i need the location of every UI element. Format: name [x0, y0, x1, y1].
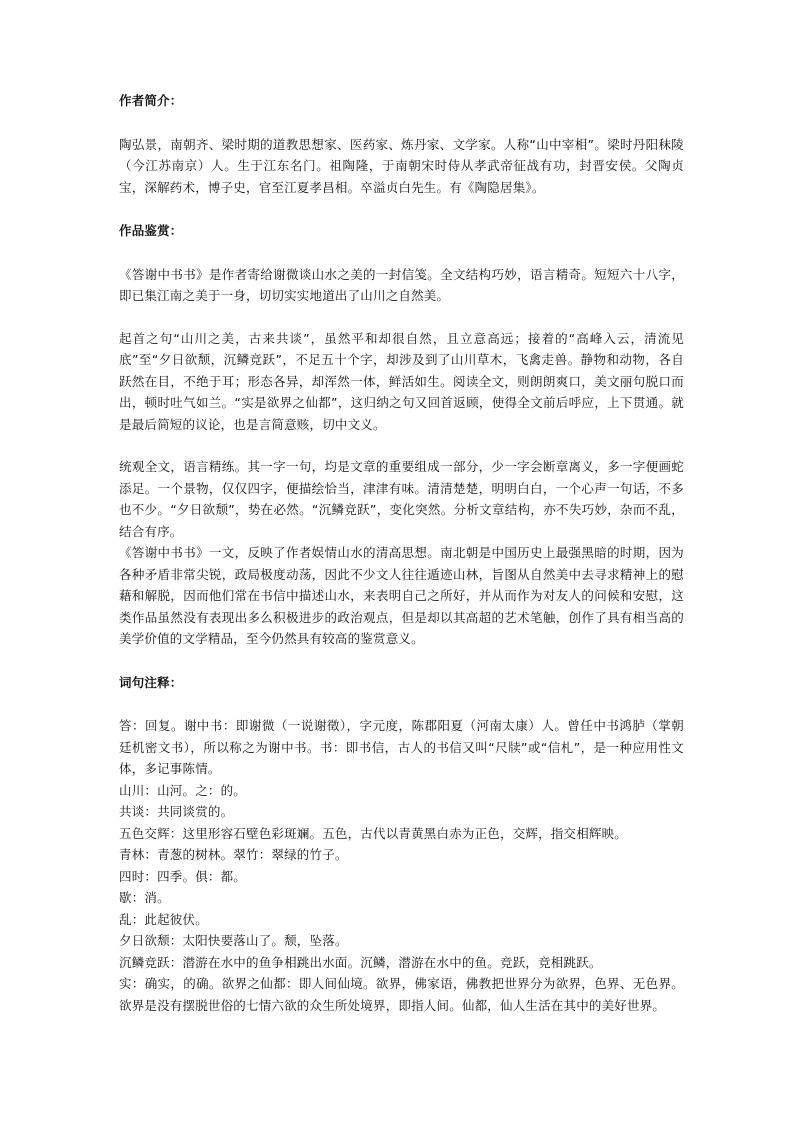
- spacer: [119, 307, 684, 328]
- note-item: 乱：此起彼伏。: [119, 911, 208, 927]
- note-item: 青林：青葱的树林。翠竹：翠绿的竹子。: [119, 847, 348, 862]
- notes-heading: 词句注释：: [119, 674, 183, 690]
- spacer: [119, 435, 684, 456]
- note-item: 歇：消。: [119, 890, 170, 905]
- note-item: 沉鳞竞跃：潜游在水中的鱼争相跳出水面。沉鳞，潜游在水中的鱼。竞跃，竞相跳跃。: [119, 954, 602, 970]
- appreciation-paragraph: 《答谢中书书》是作者寄给谢微谈山水之美的一封信笺。全文结构巧妙，语言精奇。短短六十八字，即已集江南之美于一身，切切实实地道出了山川之自然美。: [119, 266, 684, 303]
- spacer: [119, 650, 684, 672]
- author-bio: 陶弘景，南朝齐、梁时期的道教思想家、医药家、炼丹家、文学家。人称“山中宰相”。梁时丹阳秣陵（今江苏南京）人。生于江东名门。祖陶隆，于南朝宋时侍从孝武帝征战有功，封晋安侯。父陶贞宝，深解药术，博子史，官至江夏孝昌相。卒溢贞白先生。有《陶隐居集》。: [119, 136, 684, 195]
- note-item: 夕日欲颓：太阳快要落山了。颓，坠落。: [119, 933, 348, 948]
- spacer: [119, 198, 684, 220]
- spacer: [119, 112, 684, 134]
- spacer: [119, 242, 684, 264]
- appreciation-paragraph: 起首之句“山川之美，古来共谈”，虽然平和却很自然，且立意高远；接着的“高峰入云，清流见底”至“夕日欲颓，沉鳞竞跃”，不足五十个字，却涉及到了山川草木，飞禽走兽。静物和动物，各自跃然在目，不绝于耳；形态各异，却浑然一体，鲜活如生。阅读全文，则朗朗爽口，美文丽句脱口而出，顿时吐气如兰。“实是欲界之仙都”，这归纳之句又回首返顾，使得全文前后呼应，上下贯通。就是最后简短的议论，也是言简意赅，切中文义。: [119, 330, 684, 432]
- appreciation-paragraph: 《答谢中书书》一文，反映了作者娱情山水的清高思想。南北朝是中国历史上最强黑暗的时期，因为各种矛盾非常尖锐，政局极度动荡，因此不少文人往往遁迹山林，旨图从自然美中去寻求精神上的慰藉和解脱，因而他们常在书信中描述山水，来表明自己之所好，并从而作为对友人的问候和安慰，这类作品虽然没有表现出多么积极进步的政治观点，但是却以其高超的艺术笔触，创作了具有相当高的美学价值的文学精品，至今仍然具有较高的鉴赏意义。: [119, 545, 684, 646]
- note-item: 五色交辉：这里形容石壁色彩斑斓。五色，古代以青黄黑白赤为正色，交辉，指交相辉映。: [119, 825, 628, 841]
- note-item: 答：回复。谢中书：即谢微（一说谢徵），字元度，陈郡阳夏（河南太康）人。曾任中书鸿胪（掌朝廷机密文书），所以称之为谢中书。书：即书信，古人的书信又叫“尺牍”或“信札”，是一种应用性文体，多记事陈情。: [119, 718, 684, 776]
- note-item: 四时：四季。俱：都。: [119, 868, 247, 884]
- author-heading: 作者简介：: [119, 93, 183, 108]
- appreciation-paragraph: 统观全文，语言精练。其一字一句，均是文章的重要组成一部分，少一字会断章离义，多一字便画蛇添足。一个景物，仅仅四字，便描绘恰当，津津有味。清清楚楚，明明白白，一个心声一句话，不多也不少。“夕日欲颓”，势在必然。“沉鳞竞跃”，变化突然。分析文章结构，亦不失巧妙，杂而不乱，结合有序。: [119, 459, 684, 539]
- note-item: 共谈：共同谈赏的。: [119, 804, 234, 819]
- spacer: [119, 693, 684, 715]
- document-page: [119, 90, 684, 1016]
- note-item: 实：确实，的确。欲界之仙都：即人间仙境。欲界，佛家语，佛教把世界分为欲界，色界、无色界。欲界是没有摆脱世俗的七情六欲的众生所处境界，即指人间。仙都，仙人生活在其中的美好世界。: [119, 976, 684, 1013]
- note-item: 山川：山河。之：的。: [119, 782, 247, 798]
- appreciation-heading: 作品鉴赏：: [119, 223, 183, 238]
